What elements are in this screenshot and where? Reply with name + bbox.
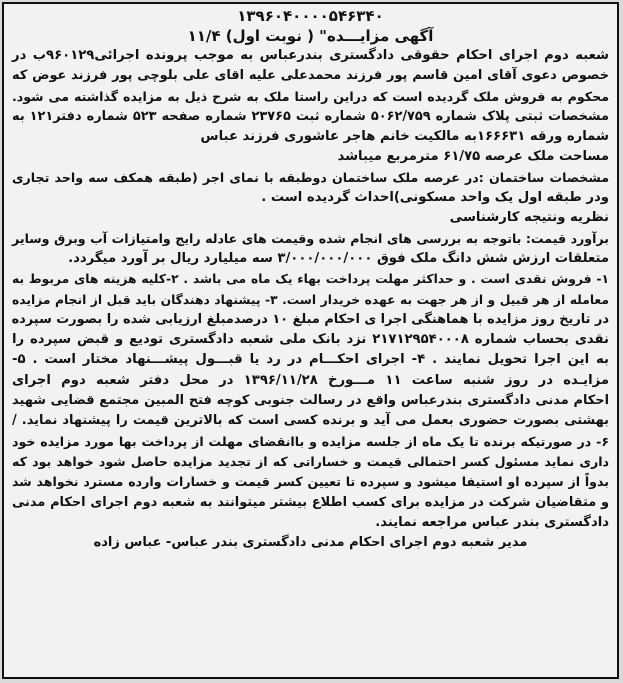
- notice-line: احکام مدنی دادگستری بندرعباس واقع در رسالت جنوبی کوچه فتح المبین مجتمع قضایی شهید: [12, 393, 609, 409]
- notice-line: شعبه دوم اجرای احکام حقوقی دادگستری بندرعباس به موجب پرونده اجرائی۹۶۰۱۲۹ب در: [12, 48, 609, 63]
- notice-line: مشخصات ساختمان :در عرصه ملک ساختمان دوطبقه با نمای اجر (طبقه همکف سه واحد تجاری: [12, 169, 609, 185]
- notice-line: برآورد قیمت: باتوجه به بررسی های انجام شده وقیمت های عادله رایج وامتیازات آب وبرق وسایر: [12, 230, 609, 246]
- notice-line: بهشتی بصورت حضوری بعمل می آید و برنده کسی است که بالاترین قیمت را پیشنهاد نماید. /: [12, 413, 609, 429]
- notice-line: خصوص دعوی آقای امین قاسم پور فرزند محمدعلی علیه اقای علی بلوچی پور فرزند عوض که: [12, 68, 609, 84]
- notice-line: و متقاضیان شرکت در مزایده برای کسب اطلاع بیشتر میتوانند به شعبه دوم اجرای احکام مدنی: [12, 494, 609, 510]
- notice-title: آگهی مزایـــده" ( نوبت اول) ۱۱/۴: [187, 27, 434, 45]
- notice-line: ۶- در صورتیکه برنده تا یک ماه از جلسه مزایده و باانقضای مهلت از پرداخت بها مورد مزایده خود: [12, 433, 609, 449]
- notice-line: بدواً از سپرده او استیفا میشود و سپرده تا تعیین کسر قیمت و خسارات وارده مسترد نخواهد شد: [12, 474, 609, 490]
- notice-line: مساحت ملک عرصه ۶۱/۷۵ مترمربع میباشد: [337, 149, 609, 165]
- notice-signature: مدیر شعبه دوم اجرای احکام مدنی دادگستری بندر عباس- عباس زاده: [93, 535, 528, 551]
- notice-line: شماره ورقه ۱۶۶۶۳۱به مالکیت خانم هاجر عاشوری فرزند عباس: [200, 129, 609, 145]
- notice-line: نظریه ونتیجه کارشناسی: [449, 210, 609, 226]
- notice-number: ۱۳۹۶۰۴۰۰۰۰۵۴۶۳۴۰: [237, 7, 384, 25]
- notice-line: داری نماید مسئول کسر احتمالی قیمت و خساراتی که از تجدید مزایده حاصل شود خواهد بود که: [12, 453, 609, 469]
- notice-line: متعلقات ارزش شش دانگ ملک فوق ۳/۰۰۰/۰۰۰/۰۰۰ سه میلیارد ریال بر آورد میگردد.: [68, 250, 609, 266]
- notice-body: [4, 4, 617, 553]
- notice-clipping: [2, 2, 619, 679]
- notice-line: دادگستری بندر عباس مراجعه نمایند.: [375, 514, 609, 530]
- notice-line: ودر طبقه اول یک واحد مسکونی)احداث گردیده است .: [261, 190, 609, 206]
- notice-line: محکوم به فروش ملک گردیده است که دراین راستا ملک به شرح ذیل به مزایده گذاشته می شود.: [12, 88, 609, 104]
- notice-line: ۱- فروش نقدی است . و حداکثر مهلت پرداخت بهاء یک ماه می باشد . ۲-کلیه هزینه های مربوط به: [12, 272, 609, 287]
- notice-line: مزایـده در روز شنبه ساعت ۱۱ مـــورخ ۱۳۹۶/۱۱/۲۸ در محل دفتر شعبه دوم اجرای: [12, 372, 610, 388]
- notice-line: نقدی بحساب شماره ۲۱۷۱۲۹۵۴۰۰۰۸ نزد بانک ملی شعبه دادگستری تودیع و قبض سپرده را: [12, 332, 609, 348]
- notice-line: مشخصات ثبتی پلاک شماره ۵۰۶۲/۷۵۹ شماره ثبت ۲۳۷۶۵ شماره صفحه ۵۲۳ شماره دفتر۱۲۱ به: [12, 108, 610, 124]
- notice-line: معامله از هر قبیل و از هر جهت به عهده خریدار است. ۳- پیشنهاد دهندگان باید قبل از انجام مزایده: [12, 292, 609, 307]
- notice-line: در تاریخ روز مزایده با هماهنگی اجرا ی احکام مبلغ ۱۰ درصدمبلغ ارزیابی شده را بصورت سپرده: [11, 311, 609, 327]
- notice-line: به این اجرا تحویل نمایند . ۴- اجرای احکـــام در رد یا قبـــول پیشـــنهاد مختار است . ۵-: [12, 352, 609, 368]
